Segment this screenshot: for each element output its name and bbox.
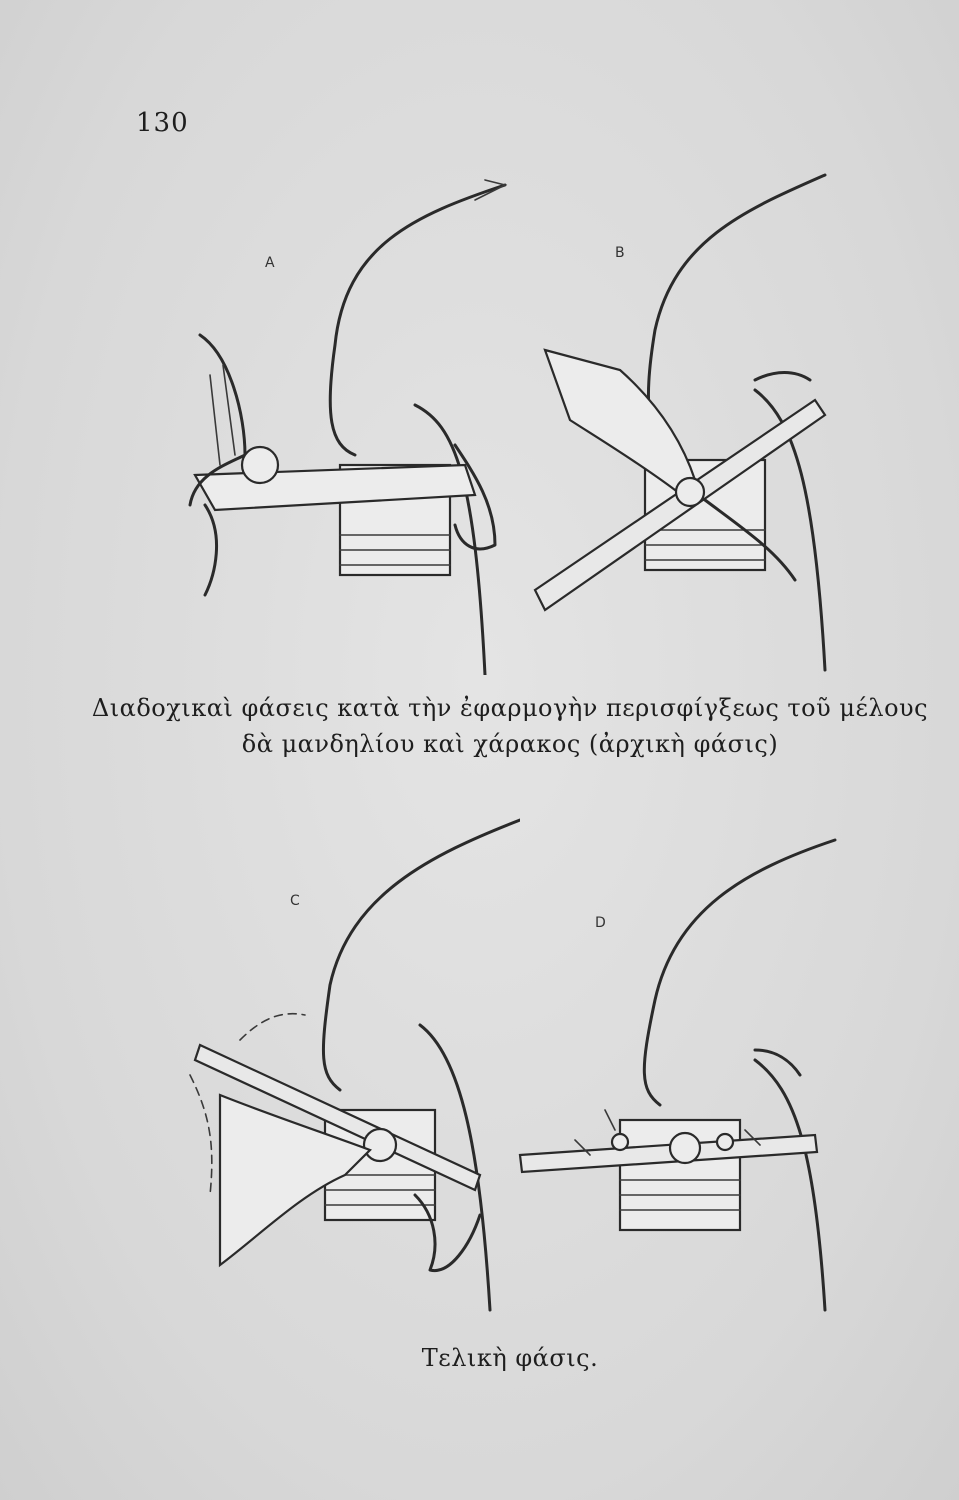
figure-d: [515, 820, 855, 1320]
figure-c-illustration: [180, 815, 520, 1315]
figure-a-illustration: [175, 175, 515, 675]
caption-top-line1: Διαδοχικαὶ φάσεις κατὰ τὴν ἐφαρμογὴν περισφίγξεως τοῦ μέλους: [91, 694, 929, 722]
figure-c: [180, 815, 520, 1315]
page-number: 130: [136, 108, 189, 138]
caption-top: [80, 690, 940, 762]
figure-c-letter: C: [290, 893, 300, 909]
figure-d-illustration: [515, 820, 855, 1320]
figure-b: [525, 170, 855, 680]
figure-a-letter: A: [265, 255, 275, 271]
caption-bottom: Τελικὴ φάσις.: [421, 1344, 599, 1372]
figure-b-letter: B: [615, 245, 625, 261]
caption-top-line2: δὰ μανδηλίου καὶ χάρακος (ἀρχικὴ φάσις): [241, 730, 779, 758]
figure-d-letter: D: [595, 915, 606, 931]
figure-b-illustration: [525, 170, 855, 680]
figure-a: [175, 175, 515, 675]
